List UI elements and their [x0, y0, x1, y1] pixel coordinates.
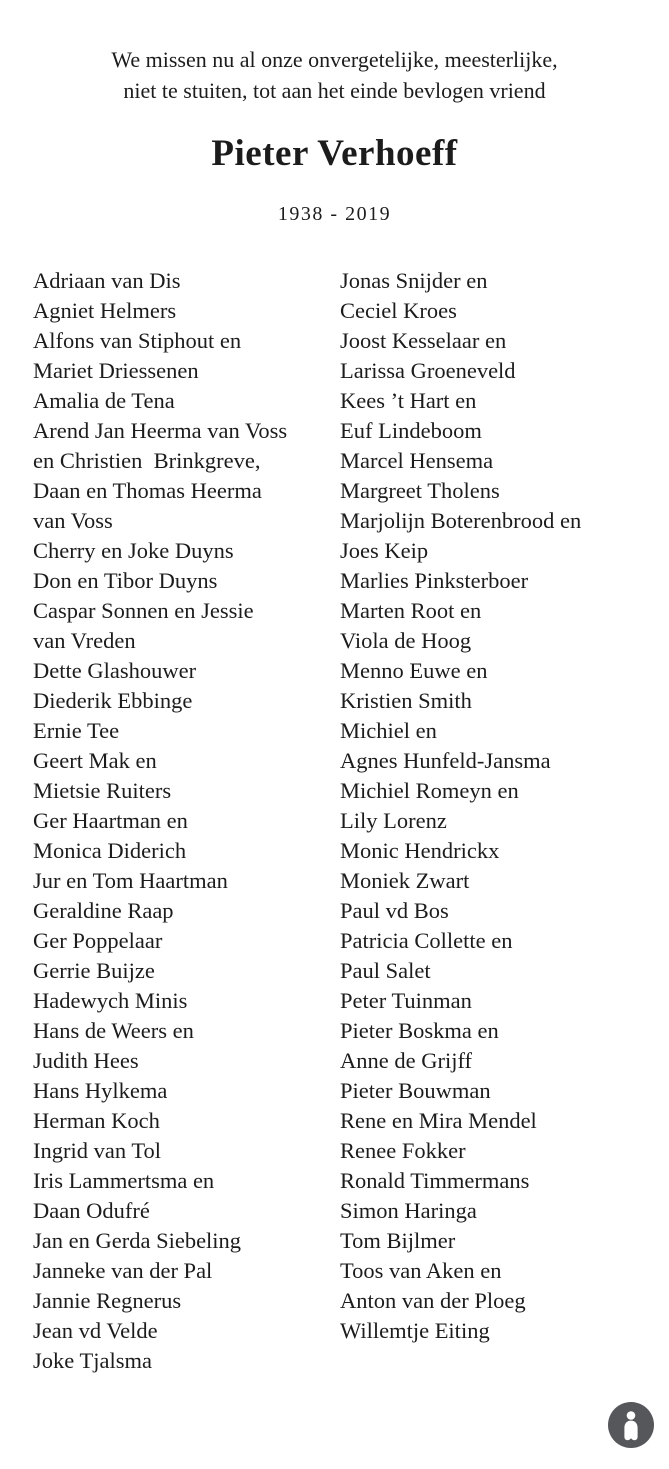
name-line: van Vreden: [33, 628, 136, 653]
name-line: Gerrie Buijze: [33, 958, 155, 983]
name-line: Iris Lammertsma en: [33, 1168, 215, 1193]
name-line: Larissa Groeneveld: [340, 358, 516, 383]
name-line: Geert Mak en: [33, 748, 157, 773]
name-line: Marten Root en: [340, 598, 482, 623]
name-line: van Voss: [33, 508, 113, 533]
name-line: en Christien Brinkgreve,: [33, 448, 261, 473]
name-line: Don en Tibor Duyns: [33, 568, 218, 593]
name-line: Amalia de Tena: [33, 388, 175, 413]
name-line: Ronald Timmermans: [340, 1168, 530, 1193]
name-line: Joke Tjalsma: [33, 1348, 152, 1373]
name-line: Caspar Sonnen en Jessie: [33, 598, 254, 623]
name-line: Menno Euwe en: [340, 658, 488, 683]
name-line: Willemtje Eiting: [340, 1318, 490, 1343]
name-line: Agniet Helmers: [33, 298, 177, 323]
name-line: Geraldine Raap: [33, 898, 174, 923]
name-line: Paul Salet: [340, 958, 431, 983]
intro-line-2: niet te stuiten, tot aan het einde bevlogen vriend: [123, 78, 546, 103]
name-line: Michiel en: [340, 718, 437, 743]
name-line: Viola de Hoog: [340, 628, 472, 653]
name-line: Tom Bijlmer: [340, 1228, 456, 1253]
name-line: Cherry en Joke Duyns: [33, 538, 234, 563]
name-line: Daan Odufré: [33, 1198, 150, 1223]
name-line: Marjolijn Boterenbrood en: [340, 508, 582, 533]
deceased-name: Pieter Verhoeff: [211, 133, 458, 174]
name-line: Hadewych Minis: [33, 988, 188, 1013]
name-line: Lily Lorenz: [340, 808, 447, 833]
name-line: Monica Diderich: [33, 838, 187, 863]
name-line: Mietsie Ruiters: [33, 778, 172, 803]
names-column-right: [340, 266, 650, 1376]
name-line: Arend Jan Heerma van Voss: [33, 418, 288, 443]
name-line: Renee Fokker: [340, 1138, 466, 1163]
names-column-left: [33, 266, 340, 1376]
name-line: Judith Hees: [33, 1048, 139, 1073]
name-line: Jur en Tom Haartman: [33, 868, 228, 893]
name-line: Paul vd Bos: [340, 898, 449, 923]
name-line: Herman Koch: [33, 1108, 160, 1133]
name-line: Hans de Weers en: [33, 1018, 194, 1043]
name-line: Jannie Regnerus: [33, 1288, 182, 1313]
name-line: Ernie Tee: [33, 718, 120, 743]
name-line: Diederik Ebbinge: [33, 688, 193, 713]
obituary-card: [0, 44, 669, 1469]
name-line: Hans Hylkema: [33, 1078, 168, 1103]
name-line: Marlies Pinksterboer: [340, 568, 529, 593]
name-line: Kees ’t Hart en: [340, 388, 477, 413]
name-line: Pieter Boskma en: [340, 1018, 499, 1043]
life-years: 1938 - 2019: [277, 203, 392, 225]
intro-line-1: We missen nu al onze onvergetelijke, meesterlijke,: [111, 47, 558, 72]
name-line: Daan en Thomas Heerma: [33, 478, 262, 503]
name-line: Simon Haringa: [340, 1198, 477, 1223]
name-line: Margreet Tholens: [340, 478, 500, 503]
name-line: Alfons van Stiphout en: [33, 328, 242, 353]
name-line: Monic Hendrickx: [340, 838, 500, 863]
name-line: Ger Poppelaar: [33, 928, 163, 953]
name-line: Janneke van der Pal: [33, 1258, 213, 1283]
name-line: Ceciel Kroes: [340, 298, 457, 323]
name-line: Ger Haartman en: [33, 808, 188, 833]
name-line: Jonas Snijder en: [340, 268, 488, 293]
name-line: Mariet Driessenen: [33, 358, 199, 383]
memorial-publisher-logo-icon: [608, 1402, 654, 1448]
name-line: Ingrid van Tol: [33, 1138, 161, 1163]
name-line: Anton van der Ploeg: [340, 1288, 526, 1313]
names-list: [33, 266, 669, 1376]
name-line: Adriaan van Dis: [33, 268, 181, 293]
name-line: Anne de Grijff: [340, 1048, 473, 1073]
name-line: Pieter Bouwman: [340, 1078, 491, 1103]
name-line: Michiel Romeyn en: [340, 778, 519, 803]
name-line: Moniek Zwart: [340, 868, 470, 893]
name-line: Jan en Gerda Siebeling: [33, 1228, 242, 1253]
name-line: Jean vd Velde: [33, 1318, 158, 1343]
name-line: Joes Keip: [340, 538, 429, 563]
name-line: Kristien Smith: [340, 688, 472, 713]
name-line: Agnes Hunfeld-Jansma: [340, 748, 551, 773]
name-line: Patricia Collette en: [340, 928, 513, 953]
name-line: Rene en Mira Mendel: [340, 1108, 537, 1133]
intro-text: [0, 44, 669, 106]
name-line: Toos van Aken en: [340, 1258, 502, 1283]
name-line: Dette Glashouwer: [33, 658, 197, 683]
name-line: Peter Tuinman: [340, 988, 472, 1013]
name-line: Marcel Hensema: [340, 448, 494, 473]
name-line: Joost Kesselaar en: [340, 328, 507, 353]
name-line: Euf Lindeboom: [340, 418, 482, 443]
